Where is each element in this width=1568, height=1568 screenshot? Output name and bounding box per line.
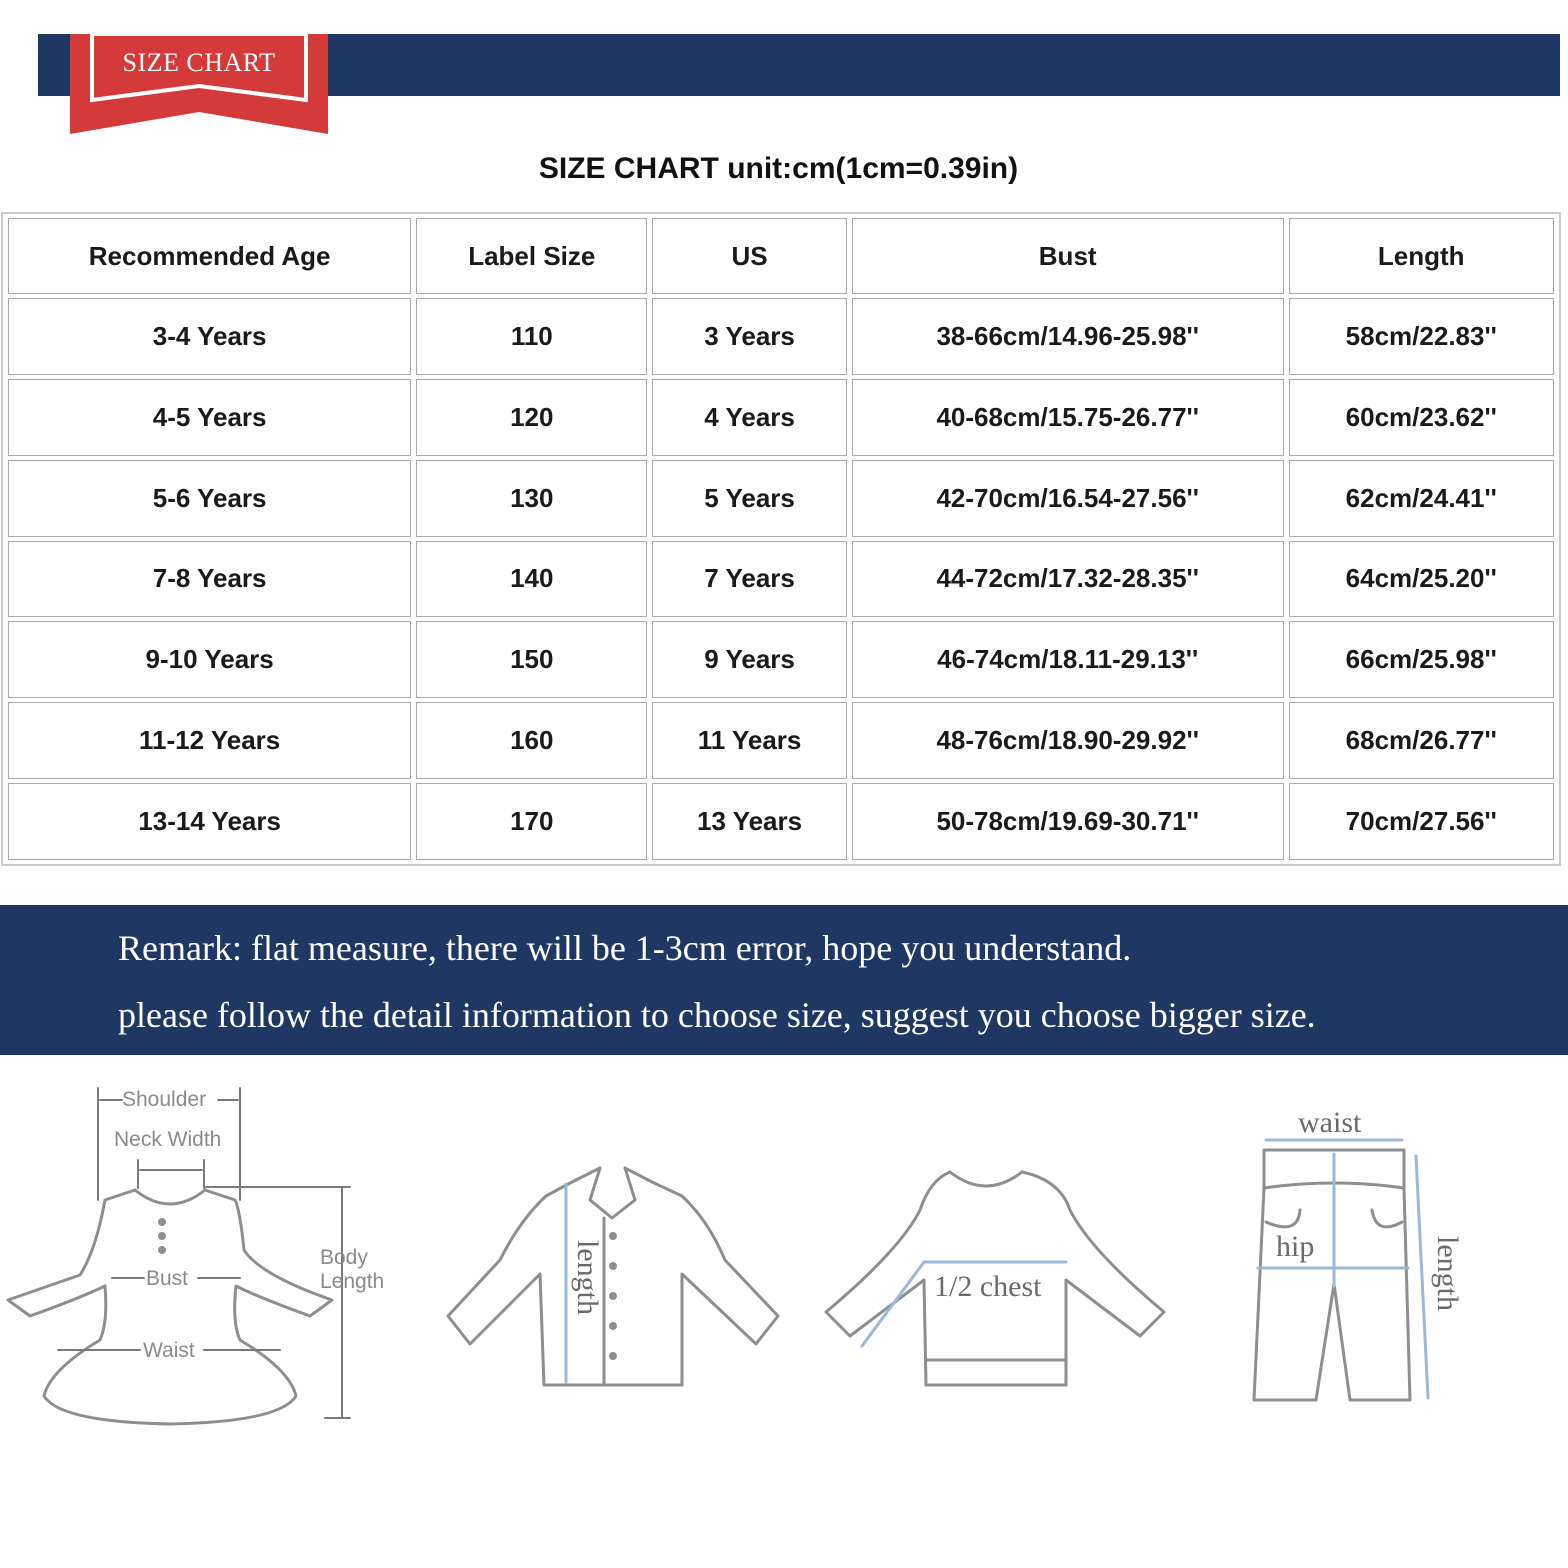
table-row: [8, 702, 1554, 779]
table-cell: 62cm/24.41'': [1289, 460, 1555, 537]
badge-label: SIZE CHART: [122, 48, 276, 77]
table-cell: 11 Years: [652, 702, 847, 779]
remark-line-2: please follow the detail information to choose size, suggest you choose bigger size.: [118, 995, 1316, 1035]
col-header: Recommended Age: [8, 218, 411, 294]
table-cell: 150: [416, 621, 647, 698]
table-cell: 120: [416, 379, 647, 456]
table-cell: 9-10 Years: [8, 621, 411, 698]
table-cell: 46-74cm/18.11-29.13'': [852, 621, 1284, 698]
table-cell: 50-78cm/19.69-30.71'': [852, 783, 1284, 860]
shoulder-label: Shoulder: [122, 1088, 207, 1111]
chart-title: SIZE CHART unit:cm(1cm=0.39in): [538, 152, 1019, 185]
table-row: [8, 379, 1554, 456]
table-cell: 13-14 Years: [8, 783, 411, 860]
table-cell: 68cm/26.77'': [1289, 702, 1555, 779]
bust-label: Bust: [146, 1267, 189, 1290]
col-header: US: [652, 218, 847, 294]
table-cell: 48-76cm/18.90-29.92'': [852, 702, 1284, 779]
table-cell: 4 Years: [652, 379, 847, 456]
table-cell: 42-70cm/16.54-27.56'': [852, 460, 1284, 537]
table-cell: 160: [416, 702, 647, 779]
col-header: Length: [1289, 218, 1555, 294]
table-cell: 44-72cm/17.32-28.35'': [852, 541, 1284, 618]
table-cell: 140: [416, 541, 647, 618]
table-row: [8, 621, 1554, 698]
dress-illustration: [8, 1190, 332, 1424]
table-cell: 66cm/25.98'': [1289, 621, 1555, 698]
waist-label: Waist: [143, 1339, 195, 1362]
shirt-length-label: length: [571, 1240, 604, 1315]
size-chart-badge: [70, 34, 328, 136]
shirt-illustration: [448, 1168, 778, 1385]
table-cell: 40-68cm/15.75-26.77'': [852, 379, 1284, 456]
pants-illustration: [1254, 1150, 1410, 1400]
table-cell: 110: [416, 298, 647, 375]
table-row: [8, 783, 1554, 860]
table-cell: 3 Years: [652, 298, 847, 375]
table-cell: 9 Years: [652, 621, 847, 698]
table-cell: 58cm/22.83'': [1289, 298, 1555, 375]
table-row: [8, 541, 1554, 618]
table-cell: 3-4 Years: [8, 298, 411, 375]
neck-width-label: Neck Width: [114, 1128, 222, 1151]
table-cell: 13 Years: [652, 783, 847, 860]
table-cell: 5 Years: [652, 460, 847, 537]
table-cell: 60cm/23.62'': [1289, 379, 1555, 456]
measurement-diagrams: [0, 1060, 1568, 1460]
size-table: [1, 212, 1561, 866]
table-cell: 4-5 Years: [8, 379, 411, 456]
table-cell: 38-66cm/14.96-25.98'': [852, 298, 1284, 375]
table-cell: 170: [416, 783, 647, 860]
table-cell: 64cm/25.20'': [1289, 541, 1555, 618]
col-header: Label Size: [416, 218, 647, 294]
table-cell: 11-12 Years: [8, 702, 411, 779]
pants-waist-label: waist: [1298, 1106, 1362, 1139]
remark-line-1: Remark: flat measure, there will be 1-3cm error, hope you understand.: [118, 928, 1132, 968]
table-cell: 7-8 Years: [8, 541, 411, 618]
pants-length-label: length: [1431, 1236, 1464, 1311]
chest-label: 1/2 chest: [934, 1270, 1042, 1303]
table-row: [8, 298, 1554, 375]
table-row: [8, 460, 1554, 537]
table-cell: 7 Years: [652, 541, 847, 618]
table-cell: 5-6 Years: [8, 460, 411, 537]
body-length-label-2: Length: [320, 1270, 385, 1293]
body-length-label-1: Body: [320, 1246, 368, 1269]
col-header: Bust: [852, 218, 1284, 294]
table-cell: 70cm/27.56'': [1289, 783, 1555, 860]
table-cell: 130: [416, 460, 647, 537]
table-header-row: [8, 218, 1554, 294]
hip-label: hip: [1276, 1230, 1315, 1263]
